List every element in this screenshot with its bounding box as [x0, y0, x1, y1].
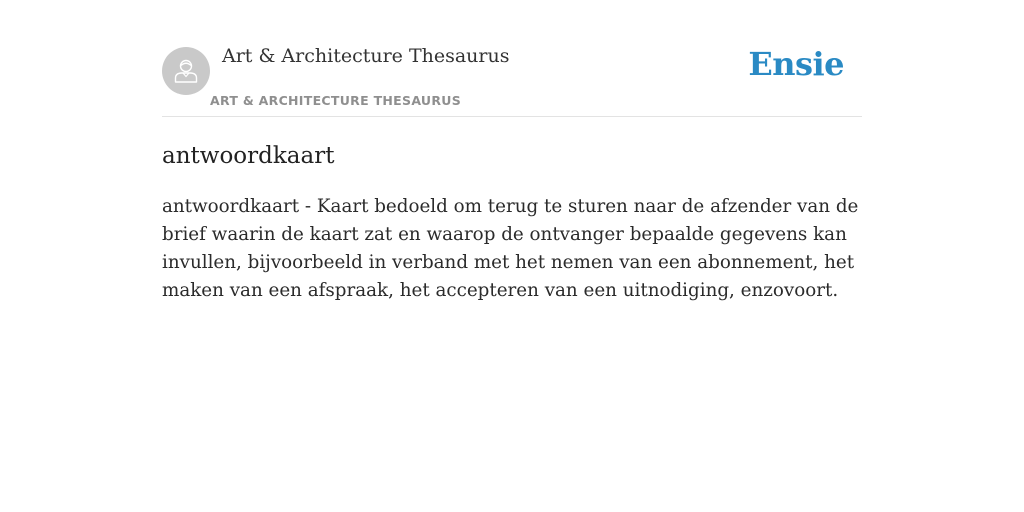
avatar[interactable]: [162, 47, 210, 95]
source-tag[interactable]: ART & ARCHITECTURE THESAURUS: [210, 93, 462, 108]
entry-definition: antwoordkaart - Kaart bedoeld om terug te sturen naar de afzender van de brief waarin de kaart zat en waarop de ontvanger bepaalde gegevens kan invullen, bijvoorbeeld in verband met het nemen van een abonnement, het maken van een afspraak, het accepteren van een uitnodiging, enzovoort.: [162, 196, 859, 301]
author-name[interactable]: Art & Architecture Thesaurus: [222, 45, 510, 67]
entry-term: antwoordkaart: [162, 143, 335, 169]
entry-header: [162, 0, 862, 117]
ensie-logo[interactable]: Ensie: [748, 45, 844, 83]
user-icon: [172, 57, 200, 85]
entry-card: [162, 0, 862, 305]
